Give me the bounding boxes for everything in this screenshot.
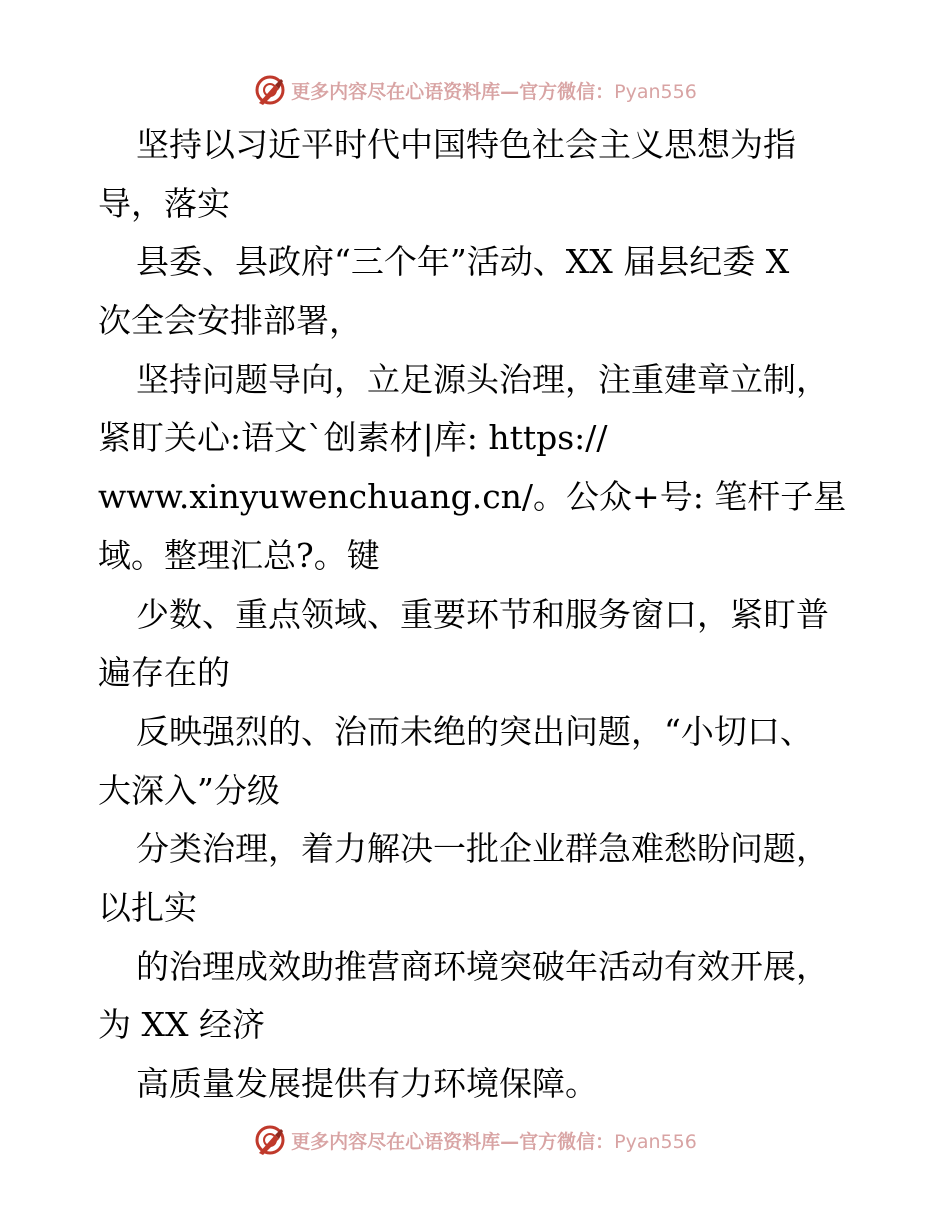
body-line: 域。整理汇总?。键 [98,535,380,575]
document-body [98,116,878,1114]
body-line: 次全会安排部署， [98,301,362,341]
watermark-text: 更多内容尽在心语资料库—官方微信：Pyan556 [291,1130,697,1153]
body-line: 分类治理，着力解决一批企业群急难愁盼问题， [136,829,829,869]
body-line: 坚持以习近平时代中国特色社会主义思想为指 [136,125,796,164]
body-line: 遍存在的 [98,653,230,693]
body-line: 紧盯关心:语文`创素材|库: https:// [98,418,608,458]
body-line: www.xinyuwenchuang.cn/。公众+号: 笔杆子星 [98,477,847,517]
header-watermark [0,70,950,110]
watermark-text: 更多内容尽在心语资料库—官方微信：Pyan556 [291,80,697,103]
body-line: 以扎实 [98,887,197,927]
body-line: 高质量发展提供有力环境保障。 [136,1064,598,1103]
body-line: 少数、重点领域、重要环节和服务窗口，紧盯普 [136,594,829,634]
pen-logo-icon [253,1123,287,1157]
body-line: 导，落实 [98,183,230,223]
body-line: 为 XX 经济 [98,1005,265,1045]
body-line: 县委、县政府“三个年”活动、XX 届县纪委 X [136,242,790,282]
footer-watermark [0,1120,950,1160]
pen-logo-icon [253,73,287,107]
body-line: 反映强烈的、治而未绝的突出问题，“小切口、 [136,711,813,751]
body-line: 的治理成效助推营商环境突破年活动有效开展， [136,946,829,986]
body-line: 大深入”分级 [98,770,280,810]
body-line: 坚持问题导向，立足源头治理，注重建章立制， [136,359,829,399]
